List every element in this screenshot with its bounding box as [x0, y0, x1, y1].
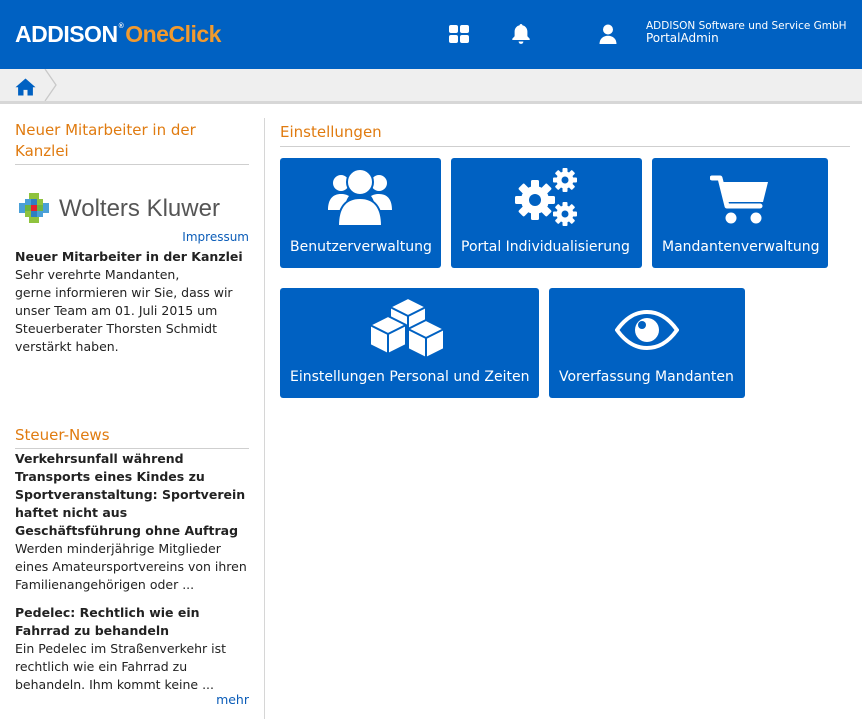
steuer-news-section-title: Steuer-News: [15, 425, 249, 449]
eye-icon: [615, 310, 679, 350]
wolters-kluwer-logo-icon: [18, 192, 50, 224]
tile-vorerfassung-mandanten[interactable]: [549, 288, 745, 398]
bell-icon[interactable]: [509, 22, 533, 46]
shopping-cart-icon: [710, 174, 770, 226]
users-group-icon: [327, 166, 393, 228]
tile-benutzerverwaltung[interactable]: [280, 158, 441, 268]
tile-label: Portal Individualisierung: [461, 239, 630, 255]
product-name: OneClick: [125, 21, 221, 47]
tile-label: Mandantenverwaltung: [662, 239, 820, 255]
left-sidebar: [15, 120, 249, 707]
breadcrumb-home[interactable]: [0, 69, 50, 101]
gears-icon: [513, 166, 579, 228]
steuer-news-list: [15, 450, 255, 704]
steuer-news-item[interactable]: [15, 450, 255, 594]
steuer-news-teaser: Ein Pedelec im Straßenverkehr ist rechtlich wie ein Fahrrad zu behandeln. Ihm kommt keine ...: [15, 641, 227, 692]
partner-logo-text: Wolters Kluwer: [59, 195, 220, 222]
kanzlei-news-item[interactable]: [15, 248, 255, 356]
wolters-kluwer-logo: [18, 192, 248, 224]
user-info[interactable]: [646, 20, 847, 44]
kanzlei-news-greeting: Sehr verehrte Mandanten,: [15, 267, 180, 282]
kanzlei-news-body: gerne informieren wir Sie, dass wir unser Team am 01. Juli 2015 um Steuerberater Thorsten Schmidt verstärkt haben.: [15, 285, 233, 354]
app-logo[interactable]: [15, 21, 221, 48]
steuer-news-headline: Pedelec: Rechtlich wie ein Fahrrad zu behandeln: [15, 605, 200, 638]
steuer-news-headline: Verkehrsunfall während Transports eines Kindes zu Sportveranstaltung: Sportverein haftet nicht aus Geschäftsführung ohne Auftrag: [15, 451, 246, 538]
brand-registered-mark: ®: [118, 23, 124, 30]
username: PortalAdmin: [646, 31, 719, 45]
settings-section-title: Einstellungen: [280, 122, 850, 147]
tile-label: Benutzerverwaltung: [290, 239, 432, 255]
tile-einstellungen-personal-und-zeiten[interactable]: [280, 288, 539, 398]
tile-mandantenverwaltung[interactable]: [652, 158, 828, 268]
steuer-news-item[interactable]: [15, 604, 255, 694]
user-icon[interactable]: [596, 22, 620, 46]
apps-grid-icon[interactable]: [447, 22, 471, 46]
impressum-link[interactable]: Impressum: [182, 230, 249, 244]
brand-name: ADDISON: [15, 21, 118, 47]
top-header: [0, 0, 862, 69]
home-icon: [15, 78, 36, 96]
company-name: ADDISON Software und Service GmbH: [646, 20, 847, 32]
more-news-link[interactable]: mehr: [216, 692, 249, 707]
steuer-news-teaser: Werden minderjährige Mitglieder eines Amateursportvereins von ihren Familienangehörigen oder ...: [15, 541, 247, 592]
column-divider: [264, 118, 265, 719]
tile-label: Vorerfassung Mandanten: [559, 369, 734, 385]
kanzlei-news-headline: Neuer Mitarbeiter in der Kanzlei: [15, 249, 243, 264]
cubes-icon: [368, 296, 448, 360]
breadcrumb-separator: [44, 69, 58, 101]
breadcrumb: [0, 69, 862, 104]
tile-label: Einstellungen Personal und Zeiten: [290, 369, 530, 385]
tile-portal-individualisierung[interactable]: [451, 158, 642, 268]
kanzlei-section-title: Neuer Mitarbeiter in der Kanzlei: [15, 120, 249, 165]
